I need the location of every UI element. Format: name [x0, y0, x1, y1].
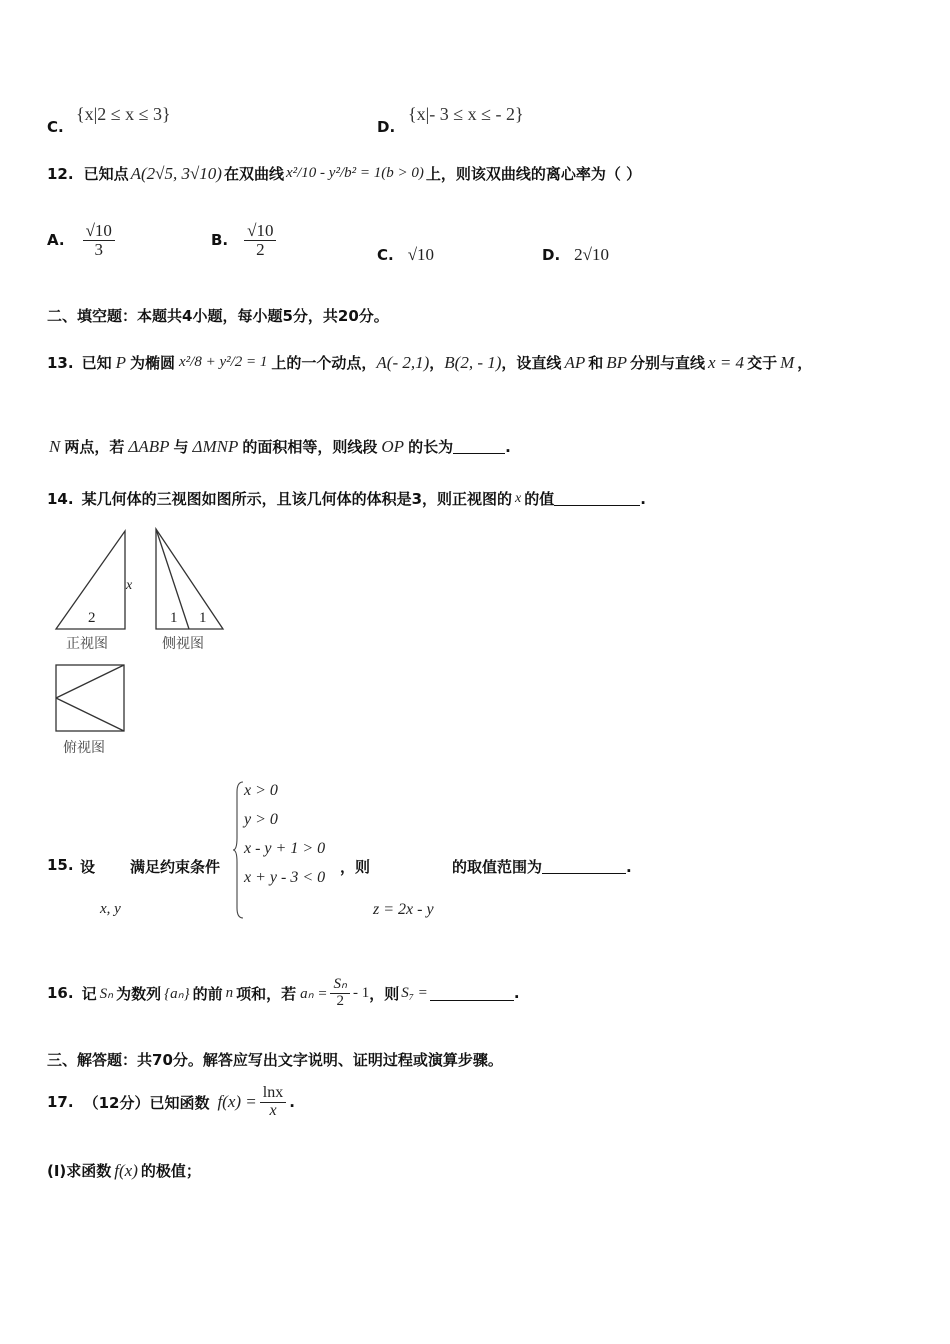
q15-text-3: ，则: [340, 858, 371, 876]
q13-point-b: B(2, - 1): [444, 352, 502, 372]
q13-point-n: N: [49, 436, 61, 456]
q13-separator: ，: [429, 354, 445, 372]
q11-option-d-label: D.: [377, 118, 396, 136]
top-view-square: [56, 665, 124, 731]
q12-option-a-denominator: 3: [94, 239, 104, 259]
q17-part-1-function: f(x): [114, 1160, 138, 1180]
q12-option-a-label: A.: [47, 231, 65, 250]
q16-text-1: 记: [81, 984, 97, 1003]
q13-text-1: 已知: [81, 354, 112, 372]
front-view-base-label: 2: [88, 610, 96, 626]
q13-line-bp: BP: [606, 352, 628, 372]
q13-text-2: 为椭圆: [129, 354, 175, 372]
q17-text-1: （12分）已知函数: [83, 1093, 210, 1112]
q13-triangle-mnp: ΔMNP: [192, 436, 239, 456]
q13-line-x4: x = 4: [708, 352, 745, 372]
q16-text-2: 为数列: [116, 984, 162, 1003]
q12-option-b: [211, 222, 276, 259]
q15-constraint-3: x - y + 1 > 0: [244, 840, 326, 857]
q13-text-9: 两点，若: [64, 438, 125, 456]
q13-point-p: P: [115, 352, 126, 372]
q12-hyperbola: x²/10 - y²/b² = 1(b > 0): [285, 165, 424, 181]
section-3-heading: 三、解答题：共70分。解答应写出文字说明、证明过程或演算步骤。: [47, 1051, 503, 1069]
q15-answer-blank[interactable]: [542, 859, 626, 874]
q13-text-12: 的长为: [408, 438, 454, 456]
q13-number: 13.: [47, 353, 74, 372]
q16-text-3: 的前: [192, 984, 223, 1003]
q15-number: 15.: [47, 856, 74, 874]
q17-function-numerator: lnx: [260, 1085, 286, 1103]
q16-formula-denominator: 2: [336, 992, 344, 1009]
q13-text-13: .: [505, 437, 511, 456]
q11-option-c-label: C.: [47, 118, 64, 136]
q14-stem: [47, 488, 646, 509]
q17-part-1-text: 的极值；: [140, 1162, 201, 1180]
q16-sequence: {aₙ}: [164, 985, 190, 1002]
q12-option-a: [47, 222, 115, 259]
q17-part-1: [47, 1160, 201, 1181]
q16-stem: [47, 968, 520, 1018]
q13-triangle-abp: ΔABP: [128, 436, 170, 456]
q17-text-2: .: [289, 1093, 295, 1111]
q12-option-b-numerator: √10: [244, 222, 276, 241]
q14-number: 14.: [47, 489, 74, 508]
q12-option-b-denominator: 2: [256, 239, 265, 259]
side-view-right-label: 1: [199, 610, 207, 626]
q17-stem: [47, 1077, 295, 1127]
q13-ellipse: x²/8 + y²/2 = 1: [179, 354, 268, 370]
q16-text-6: .: [513, 984, 520, 1002]
q12-option-d: [542, 245, 609, 265]
section-2-heading: 二、填空题：本题共4小题，每小题5分，共20分。: [47, 307, 389, 325]
q17-part-1-label: (I)求函数: [47, 1162, 112, 1180]
q13-point-a: A(- 2,1): [376, 352, 430, 372]
q17-function-lhs: f(x) =: [217, 1092, 257, 1111]
q13-text-6: 分别与直线: [630, 354, 706, 372]
q14-text-3: .: [640, 489, 646, 508]
q13-line-ap: AP: [564, 352, 586, 372]
q16-variable-n: n: [225, 984, 234, 1001]
q13-text-7: 交于: [747, 354, 778, 372]
top-view-line-upper: [56, 665, 124, 698]
q16-sum-sn: Sₙ: [99, 985, 114, 1002]
q16-s7: S₇ =: [401, 984, 428, 1001]
q15-objective: z = 2x - y: [373, 901, 434, 918]
q16-formula-tail: - 1: [352, 984, 370, 1001]
q13-answer-blank[interactable]: [453, 439, 505, 454]
q15-variables: x, y: [100, 901, 121, 917]
side-view-left-label: 1: [170, 610, 178, 626]
q13-segment-op: OP: [381, 436, 405, 456]
side-view-outer-triangle: [156, 529, 223, 629]
q14-answer-blank[interactable]: [554, 491, 640, 506]
q13-text-4: ，设直线: [501, 354, 562, 372]
side-view-caption: 侧视图: [162, 636, 204, 652]
q15-text-2: 满足约束条件: [130, 858, 221, 876]
q13-text-10: 与: [173, 438, 189, 456]
q13-text-8: ，: [797, 354, 813, 372]
q15-constraint-1: x > 0: [244, 782, 278, 799]
q13-line-2: [49, 436, 511, 457]
q13-point-m: M: [780, 352, 795, 372]
q11-option-c-set: {x|2 ≤ x ≤ 3}: [76, 104, 171, 124]
q15-constraint-4: x + y - 3 < 0: [244, 869, 326, 886]
q12-option-a-numerator: √10: [83, 222, 115, 241]
q12-point: A(2√5, 3√10): [130, 163, 222, 183]
q16-answer-blank[interactable]: [430, 986, 514, 1001]
q11-option-d-set: {x|- 3 ≤ x ≤ - 2}: [408, 104, 524, 124]
q14-text-2: 的值: [524, 490, 555, 508]
q16-formula-lhs: aₙ =: [300, 985, 328, 1002]
q12-stem: [47, 163, 641, 184]
q13-line-1: [47, 352, 812, 373]
q15-constraint-2: y > 0: [244, 811, 278, 828]
top-view-line-lower: [56, 698, 124, 731]
q15-text-4: 的取值范围为: [452, 858, 543, 876]
q12-option-d-value: 2√10: [574, 245, 609, 264]
q16-text-4: 项和，若: [236, 984, 297, 1003]
q12-text-2: 在双曲线: [223, 165, 284, 183]
q13-text-11: 的面积相等，则线段: [242, 438, 378, 456]
front-view-height-label: x: [126, 578, 133, 593]
q16-number: 16.: [47, 984, 74, 1002]
q12-number: 12.: [47, 164, 74, 183]
q12-option-c: [377, 245, 434, 265]
front-view-caption: 正视图: [66, 636, 108, 652]
q12-option-c-value: √10: [407, 245, 435, 264]
q15-text-5: .: [626, 857, 632, 876]
q12-option-b-label: B.: [211, 231, 229, 250]
q13-text-5: 和: [588, 354, 604, 372]
q14-text-1: 某几何体的三视图如图所示，且该几何体的体积是3，则正视图的: [81, 490, 513, 508]
q15-text-1: 设: [80, 858, 96, 876]
top-view-caption: 俯视图: [63, 740, 105, 756]
q13-text-3: 上的一个动点，: [271, 354, 377, 372]
q16-text-5: ，则: [369, 984, 400, 1003]
q16-formula-numerator: Sₙ: [330, 977, 349, 994]
q14-variable-x: x: [515, 490, 522, 506]
q12-text-3: 上，则该双曲线的离心率为（ ）: [425, 165, 642, 183]
q15-tail: [452, 856, 632, 877]
q12-text-1: 已知点: [83, 165, 129, 183]
q12-option-c-label: C.: [377, 246, 394, 264]
q17-function-denominator: x: [269, 1101, 277, 1119]
q17-number: 17.: [47, 1093, 74, 1111]
q12-option-d-label: D.: [542, 246, 561, 264]
